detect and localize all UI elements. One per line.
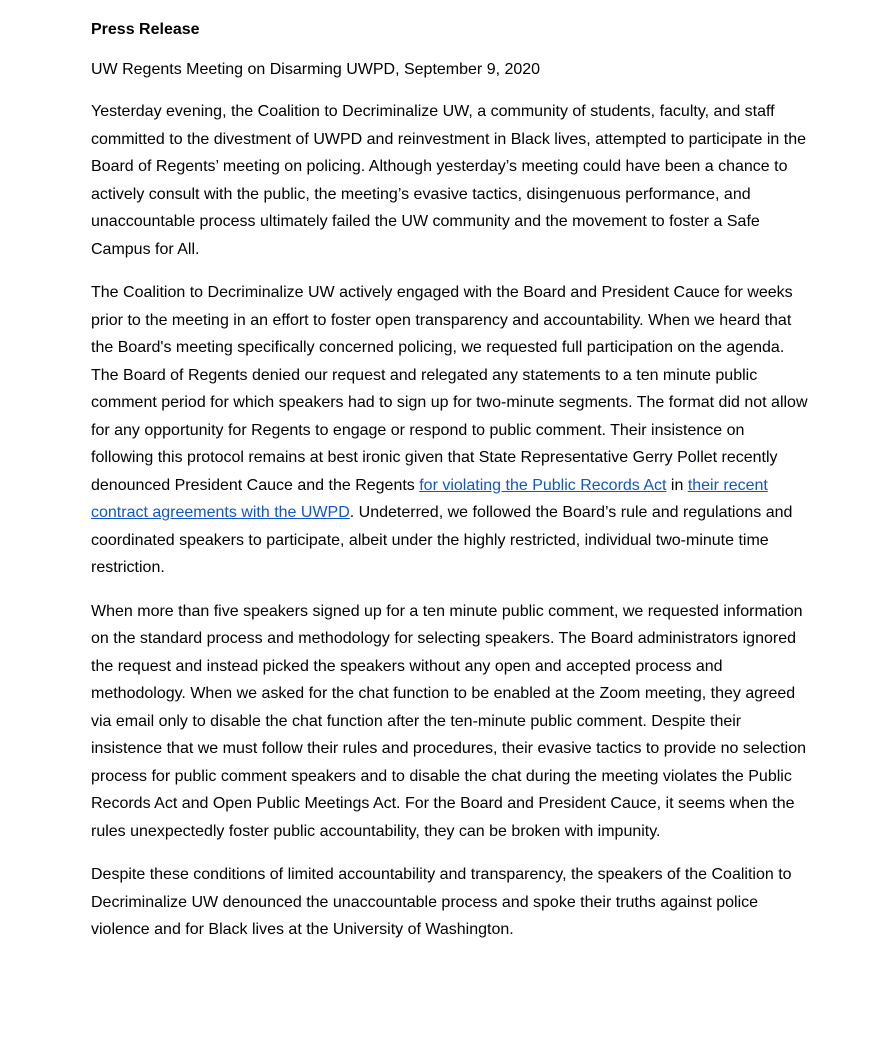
paragraph-3: When more than five speakers signed up for a ten minute public comment, we requested information on the standard process and methodology for selecting speakers. The Board administrators ignored the request and instead picked the speakers without any open and accepted process and methodology. When we asked for the chat function to be enabled at the Zoom meeting, they agreed via email only to disable the chat function after the ten-minute public comment. Despite their insistence that we must follow their rules and procedures, their evasive tactics to provide no selection process for public comment speakers and to disable the chat during the meeting violates the Public Records Act and Open Public Meetings Act. For the Board and President Cauce, it seems when the rules unexpectedly foster public accountability, they can be broken with impunity. <box>91 602 807 840</box>
paragraph-4: Despite these conditions of limited accountability and transparency, the speakers of the Coalition to Decriminalize UW denounced the unaccountable process and spoke their truths against police violence and for Black lives at the University of Washington. <box>91 866 792 938</box>
uwpd-contract-link[interactable]: their recent contract agreements with the UWPD <box>91 476 768 521</box>
paragraph-2-text-middle: in <box>666 476 688 494</box>
paragraph-2 <box>91 279 811 582</box>
paragraph-1: Yesterday evening, the Coalition to Decriminalize UW, a community of students, faculty, and staff committed to the divestment of UWPD and reinvestment in Black lives, attempted to participate in the Board of Regents’ meeting on policing. Although yesterday’s meeting could have been a chance to actively consult with the public, the meeting’s evasive tactics, disingenuous performance, and unaccountable process ultimately failed the UW community and the movement to foster a Safe Campus for All. <box>91 103 806 258</box>
document-subtitle: UW Regents Meeting on Disarming UWPD, September 9, 2020 <box>91 61 541 78</box>
public-records-act-link[interactable]: for violating the Public Records Act <box>419 476 667 494</box>
press-release-document <box>91 19 811 944</box>
document-heading: Press Release <box>91 21 200 38</box>
paragraph-2-text-start: The Coalition to Decriminalize UW actively engaged with the Board and President Cauce for weeks prior to the meeting in an effort to foster open transparency and accountability. When we heard that the Board's meeting specifically concerned policing, we requested full participation on the agenda. The Board of Regents denied our request and relegated any statements to a ten minute public comment period for which speakers had to sign up for two-minute segments. The format did not allow for any opportunity for Regents to engage or respond to public comment. Their insistence on following this protocol remains at best ironic given that State Representative Gerry Pollet recently denounced President Cauce and the Regents <box>91 284 808 494</box>
paragraph-2-text-end: . Undeterred, we followed the Board’s rule and regulations and coordinated speakers to participate, albeit under the highly restricted, individual two-minute time restriction. <box>91 504 793 576</box>
